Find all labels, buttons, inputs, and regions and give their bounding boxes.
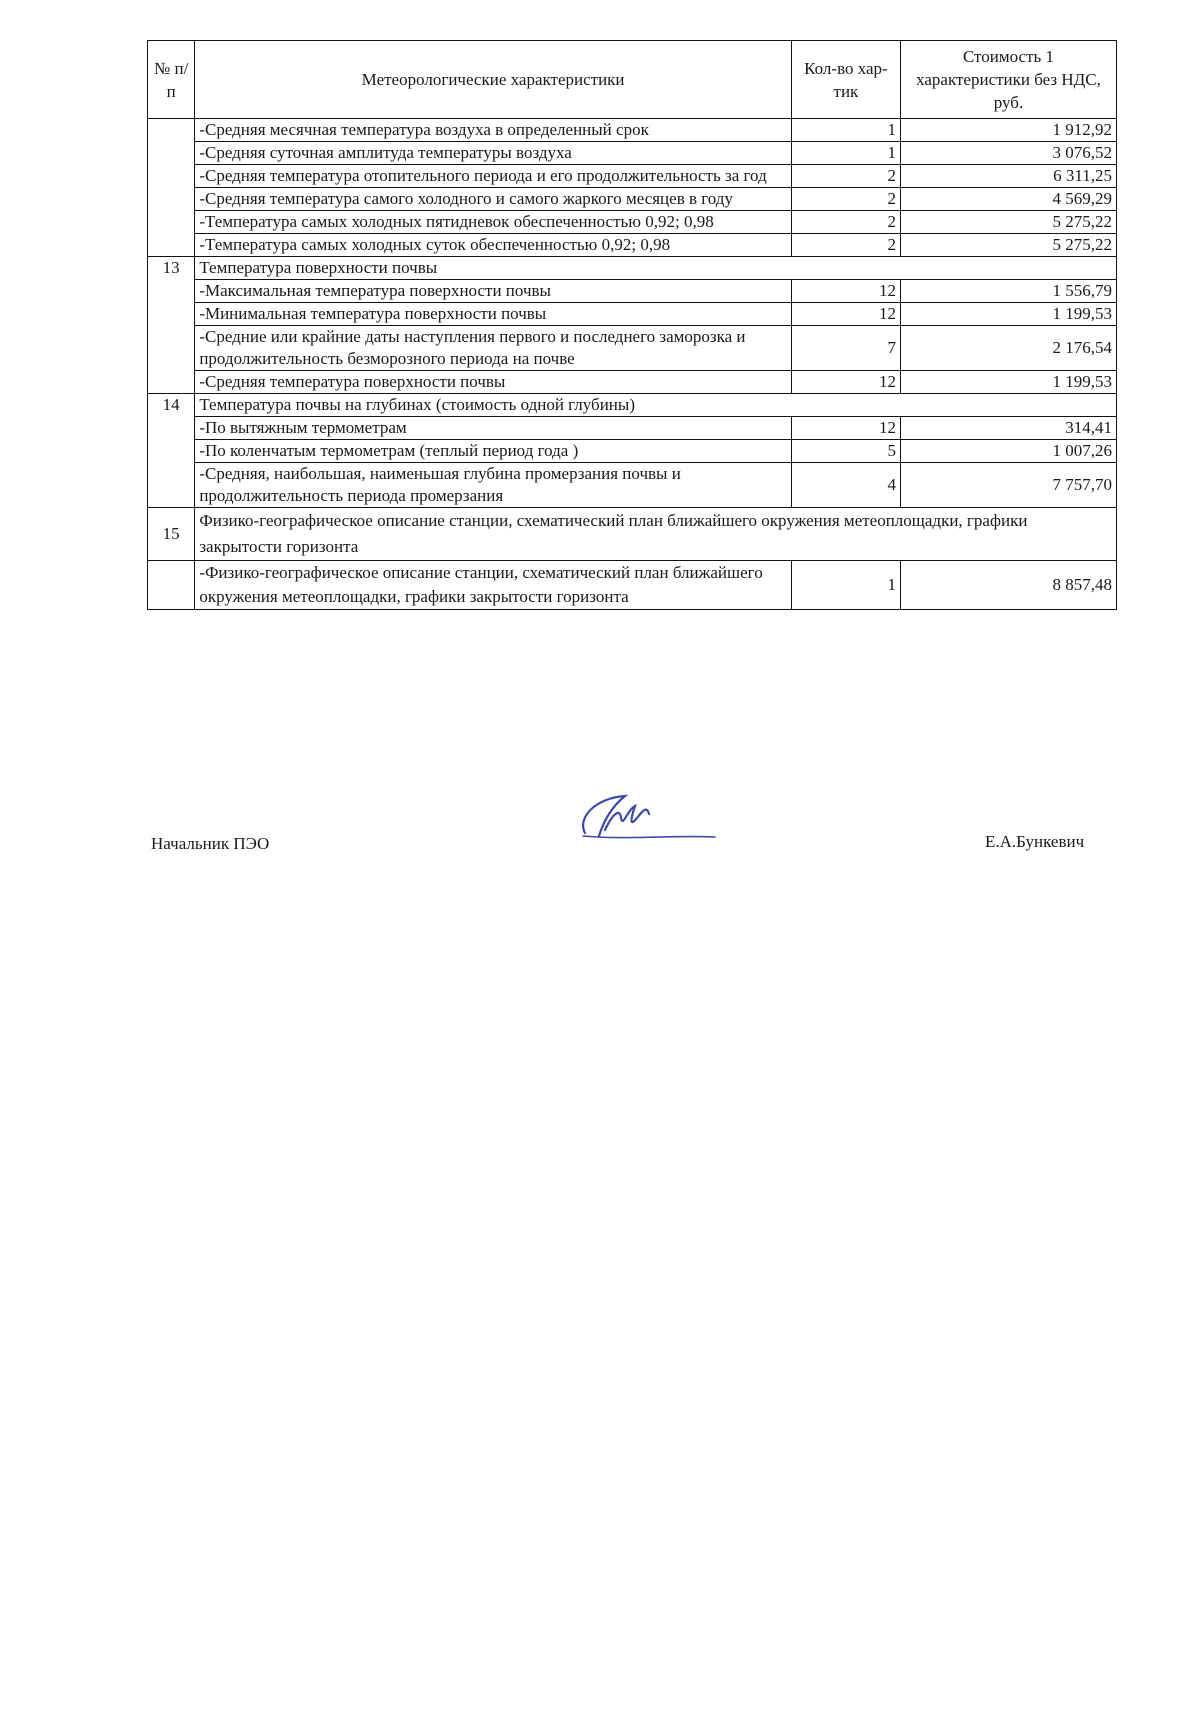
group-title: Температура поверхности почвы — [195, 257, 1117, 280]
table-row — [148, 165, 1117, 188]
item-qty: 12 — [791, 417, 900, 440]
table-row — [148, 119, 1117, 142]
table-row — [148, 463, 1117, 508]
table-row — [148, 371, 1117, 394]
row-number: 14 — [148, 394, 195, 508]
item-qty: 12 — [791, 280, 900, 303]
item-qty: 2 — [791, 234, 900, 257]
item-cost: 2 176,54 — [900, 326, 1116, 371]
item-qty: 1 — [791, 561, 900, 610]
item-cost: 6 311,25 — [900, 165, 1116, 188]
header-name: Метеорологические характеристики — [195, 41, 792, 119]
item-name: -Температура самых холодных пятидневок обеспеченностью 0,92; 0,98 — [195, 211, 792, 234]
item-name: -Минимальная температура поверхности почвы — [195, 303, 792, 326]
item-cost: 1 199,53 — [900, 371, 1116, 394]
item-qty: 1 — [791, 142, 900, 165]
item-cost: 8 857,48 — [900, 561, 1116, 610]
table-row — [148, 234, 1117, 257]
header-cost: Стоимость 1 характеристики без НДС, руб. — [900, 41, 1116, 119]
table-row — [148, 142, 1117, 165]
group-title-row — [148, 508, 1117, 561]
item-qty: 4 — [791, 463, 900, 508]
row-number: 15 — [148, 508, 195, 561]
item-name: -Средние или крайние даты наступления первого и последнего заморозка и продолжительность безморозного периода на почве — [195, 326, 792, 371]
item-name: -Средняя температура отопительного периода и его продолжительность за год — [195, 165, 792, 188]
item-name: -По вытяжным термометрам — [195, 417, 792, 440]
group-title: Физико-географическое описание станции, схематический план ближайшего окружения метеоплощадки, графики закрытости горизонта — [195, 508, 1117, 561]
item-name: -Средняя месячная температура воздуха в определенный срок — [195, 119, 792, 142]
item-cost: 3 076,52 — [900, 142, 1116, 165]
price-table — [147, 40, 1117, 610]
item-qty: 5 — [791, 440, 900, 463]
group-title-row — [148, 394, 1117, 417]
item-qty: 7 — [791, 326, 900, 371]
table-row — [148, 326, 1117, 371]
item-cost: 5 275,22 — [900, 211, 1116, 234]
item-name: -Средняя температура самого холодного и самого жаркого месяцев в году — [195, 188, 792, 211]
table-header-row — [148, 41, 1117, 119]
group-title-row — [148, 257, 1117, 280]
item-name: -По коленчатым термометрам (теплый период года ) — [195, 440, 792, 463]
group-title: Температура почвы на глубинах (стоимость одной глубины) — [195, 394, 1117, 417]
item-name: -Температура самых холодных суток обеспеченностью 0,92; 0,98 — [195, 234, 792, 257]
item-name: -Средняя, наибольшая, наименьшая глубина промерзания почвы и продолжительность периода промерзания — [195, 463, 792, 508]
item-qty: 2 — [791, 188, 900, 211]
item-qty: 12 — [791, 303, 900, 326]
table-row — [148, 440, 1117, 463]
item-name: -Средняя суточная амплитуда температуры воздуха — [195, 142, 792, 165]
table-row — [148, 280, 1117, 303]
header-qty: Кол-во хар-тик — [791, 41, 900, 119]
item-name: -Средняя температура поверхности почвы — [195, 371, 792, 394]
row-number-empty — [148, 119, 195, 257]
item-cost: 1 199,53 — [900, 303, 1116, 326]
signatory-position: Начальник ПЭО — [151, 834, 270, 853]
item-cost: 1 912,92 — [900, 119, 1116, 142]
item-cost: 5 275,22 — [900, 234, 1116, 257]
table-row — [148, 303, 1117, 326]
item-cost: 314,41 — [900, 417, 1116, 440]
item-qty: 2 — [791, 165, 900, 188]
signer-name: Е.А.Бункевич — [985, 832, 1085, 851]
item-cost: 4 569,29 — [900, 188, 1116, 211]
table-row — [148, 188, 1117, 211]
item-cost: 1 556,79 — [900, 280, 1116, 303]
item-qty: 2 — [791, 211, 900, 234]
item-cost: 7 757,70 — [900, 463, 1116, 508]
table-row — [148, 417, 1117, 440]
item-name: -Максимальная температура поверхности почвы — [195, 280, 792, 303]
header-num: № п/п — [148, 41, 195, 119]
table-row — [148, 211, 1117, 234]
row-number-empty — [148, 561, 195, 610]
table-row — [148, 561, 1117, 610]
row-number: 13 — [148, 257, 195, 394]
item-cost: 1 007,26 — [900, 440, 1116, 463]
item-qty: 1 — [791, 119, 900, 142]
item-name: -Физико-географическое описание станции, схематический план ближайшего окружения метеоплощадки, графики закрытости горизонта — [195, 561, 792, 610]
item-qty: 12 — [791, 371, 900, 394]
handwritten-signature — [565, 788, 725, 848]
